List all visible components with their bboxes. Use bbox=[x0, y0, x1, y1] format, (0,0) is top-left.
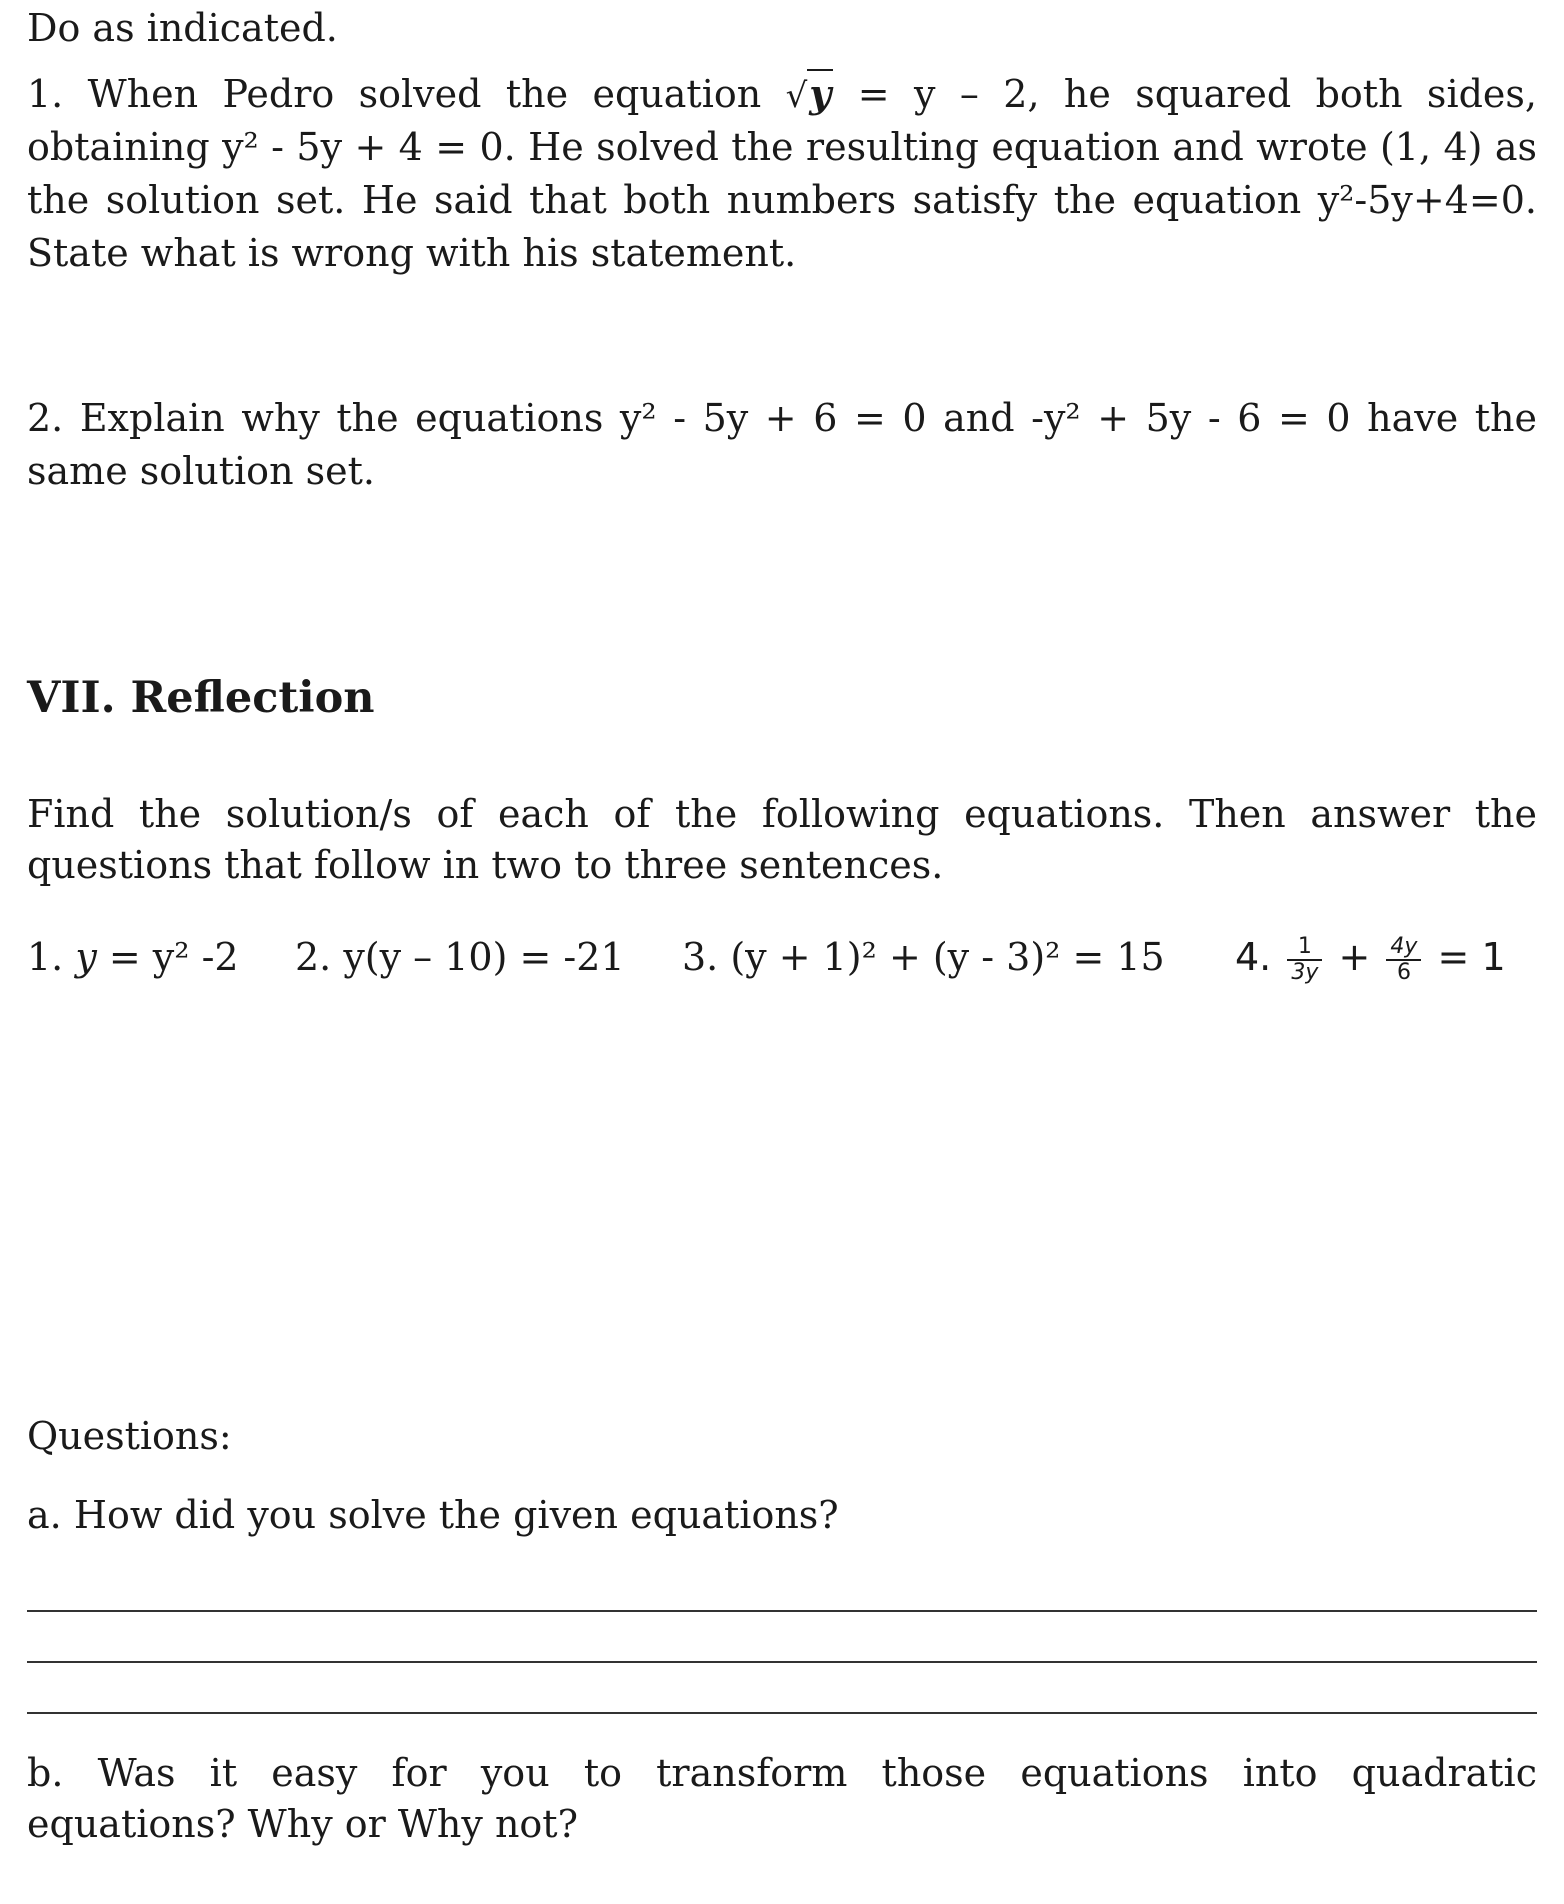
radical-sign-icon: √ bbox=[785, 76, 808, 116]
question-b-line1: b. Was it easy for you to transform those equations into quadratic bbox=[27, 1751, 1537, 1795]
equation-2: 2. y(y – 10) = -21 bbox=[295, 935, 625, 979]
section-heading: VII. Reflection bbox=[27, 673, 375, 723]
instruction-text: Do as indicated. bbox=[27, 6, 338, 50]
fraction-1-numerator: 1 bbox=[1287, 935, 1322, 961]
equation-4-plus: + bbox=[1338, 935, 1371, 979]
questions-title: Questions: bbox=[27, 1414, 232, 1458]
fraction-2-denominator: 6 bbox=[1396, 959, 1411, 985]
answer-line-2[interactable] bbox=[27, 1661, 1537, 1663]
equations-row bbox=[27, 930, 1537, 994]
item1-line1 bbox=[27, 70, 1537, 120]
section-intro-line2: questions that follow in two to three sentences. bbox=[27, 843, 944, 887]
fraction-2 bbox=[1386, 935, 1421, 985]
item1-line2: obtaining y² - 5y + 4 = 0. He solved the resulting equation and wrote (1, 4) as bbox=[27, 125, 1537, 169]
item2-line1: 2. Explain why the equations y² - 5y + 6 = 0 and -y² + 5y - 6 = 0 have the bbox=[27, 396, 1537, 440]
section-intro-line1: Find the solution/s of each of the following equations. Then answer the bbox=[27, 792, 1537, 836]
equation-3: 3. (y + 1)² + (y - 3)² = 15 bbox=[682, 935, 1165, 979]
equation-1-prefix: 1. bbox=[27, 935, 76, 979]
equation-1-variable: y bbox=[75, 935, 97, 979]
item1-line3: the solution set. He said that both numbers satisfy the equation y²-5y+4=0. bbox=[27, 178, 1537, 222]
item2-line2: same solution set. bbox=[27, 449, 375, 493]
equation-4 bbox=[1235, 930, 1506, 985]
equation-1 bbox=[27, 930, 239, 984]
item1-line1-start: 1. When Pedro solved the equation bbox=[27, 72, 762, 116]
equation-1-rest: = y² -2 bbox=[96, 935, 239, 979]
question-a: a. How did you solve the given equations? bbox=[27, 1493, 839, 1537]
equation-4-prefix: 4. bbox=[1235, 935, 1272, 979]
answer-line-3[interactable] bbox=[27, 1712, 1537, 1714]
fraction-1-denominator: 3y bbox=[1291, 959, 1319, 985]
fraction-2-numerator: 4y bbox=[1386, 935, 1421, 961]
question-b-line2: equations? Why or Why not? bbox=[27, 1802, 578, 1846]
fraction-1 bbox=[1287, 935, 1322, 985]
item1-line4: State what is wrong with his statement. bbox=[27, 231, 797, 275]
item1-line1-end: = y – 2, he squared both sides, bbox=[857, 72, 1537, 116]
answer-line-1[interactable] bbox=[27, 1610, 1537, 1612]
sqrt-radicand: y bbox=[809, 71, 832, 116]
equation-4-rhs: = 1 bbox=[1437, 935, 1506, 979]
sqrt-expression bbox=[786, 70, 834, 120]
